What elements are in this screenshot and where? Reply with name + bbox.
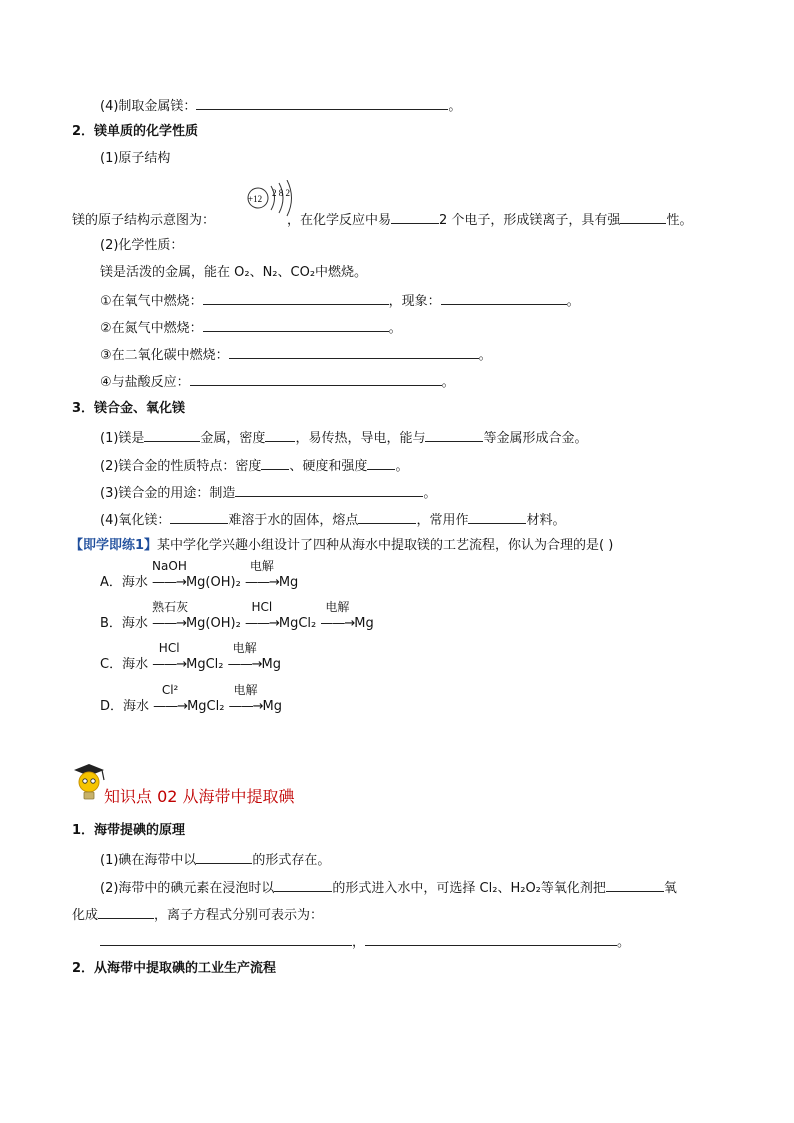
atom-line-suffix: 性。 — [666, 213, 693, 228]
alloy-l4-d: 材料。 — [526, 513, 566, 528]
answer-blank[interactable] — [620, 210, 666, 224]
alloy-l1-a: (1)镁是 — [100, 431, 145, 446]
atom-line-mid: ，在化学反应中易 — [287, 213, 392, 228]
iodine-line-2 — [100, 878, 677, 898]
exercise-question — [70, 537, 613, 555]
o2-suffix: 。 — [566, 294, 580, 309]
hcl-prefix: ④与盐酸反应： — [100, 375, 190, 390]
alloy-l4-c: ，常用作 — [416, 513, 469, 528]
answer-blank[interactable] — [235, 483, 423, 497]
reaction-arrow: 熟石灰 ——→ — [152, 600, 189, 631]
o2-mid: ，现象： — [388, 294, 441, 309]
arrow-label: 熟石灰 — [152, 600, 189, 614]
n2-prefix: ②在氮气中燃烧： — [100, 321, 203, 336]
alloy-l2-b: 、硬度和强度 — [289, 459, 368, 474]
answer-blank[interactable] — [365, 932, 617, 946]
answer-blank[interactable] — [100, 932, 352, 946]
answer-blank[interactable] — [358, 510, 416, 524]
arrow-label: HCl — [251, 600, 273, 614]
reaction-arrow: 电解 ——→ — [228, 683, 263, 714]
burn-in-oxygen-line — [100, 291, 580, 311]
product: Mg — [262, 699, 282, 714]
product: MgCl₂ — [278, 616, 317, 631]
product: MgCl₂ — [186, 657, 224, 672]
alloy-line-3 — [100, 483, 436, 503]
iodine-p2-b: 的形式进入水中，可选择 Cl₂、H₂O₂等氧化剂把 — [332, 881, 606, 896]
alloy-line-1 — [100, 428, 587, 448]
reaction-arrow: HCl ——→ — [244, 600, 279, 631]
option-b-label: B．海水 — [100, 616, 148, 631]
burn-in-co2-line — [100, 345, 492, 365]
option-c[interactable] — [100, 641, 282, 674]
answer-blank[interactable] — [196, 850, 252, 864]
iodine-p2-c: 氧 — [663, 881, 677, 896]
arrow-label: Cl² — [161, 683, 179, 697]
alloy-l2-a: (2)镁合金的性质特点：密度 — [100, 459, 262, 474]
arrow-label: 电解 — [232, 641, 257, 655]
answer-blank[interactable] — [144, 428, 200, 442]
iodine-p2-a: (2)海带中的碘元素在浸泡时以 — [100, 881, 275, 896]
co2-suffix: 。 — [478, 348, 492, 363]
answer-blank[interactable] — [391, 210, 439, 224]
answer-blank[interactable] — [274, 878, 332, 892]
answer-blank[interactable] — [196, 96, 448, 110]
reaction-arrow: HCl ——→ — [152, 641, 187, 672]
reaction-arrow: 电解 ——→ — [320, 600, 355, 631]
reaction-arrow: NaOH ——→ — [152, 559, 187, 590]
reaction-arrow: 电解 ——→ — [227, 641, 262, 672]
answer-blank[interactable] — [367, 456, 395, 470]
answer-blank[interactable] — [441, 291, 567, 305]
answer-blank[interactable] — [606, 878, 664, 892]
iodine-p1-b: 的形式存在。 — [252, 853, 331, 868]
chemical-properties-heading: (2)化学性质： — [100, 238, 184, 253]
shell-electrons-label: 2 8 2 — [272, 188, 290, 198]
answer-blank[interactable] — [98, 905, 154, 919]
produce-suffix: 。 — [448, 99, 462, 114]
answer-blank[interactable] — [203, 318, 389, 332]
ionic-separator: ， — [352, 935, 366, 950]
section-3-title: 3．镁合金、氧化镁 — [72, 401, 186, 416]
iodine-line-1 — [100, 850, 330, 870]
alloy-l4-a: (4)氧化镁： — [100, 513, 171, 528]
alloy-l3-b: 。 — [423, 486, 437, 501]
active-metal-text: 镁是活泼的金属，能在 O₂、N₂、CO₂中燃烧。 — [100, 265, 368, 280]
answer-blank[interactable] — [261, 456, 289, 470]
product: Mg(OH)₂ — [185, 575, 241, 590]
answer-blank[interactable] — [170, 510, 228, 524]
arrow-label: NaOH — [152, 559, 187, 573]
iodine-p2b-b: ，离子方程式分别可表示为： — [154, 908, 324, 923]
alloy-l3-a: (3)镁合金的用途：制造 — [100, 486, 236, 501]
option-b[interactable] — [100, 600, 374, 633]
option-a-label: A．海水 — [100, 575, 148, 590]
product: MgCl₂ — [187, 699, 225, 714]
product: Mg — [261, 657, 282, 672]
ionic-end: 。 — [617, 935, 631, 950]
alloy-line-4 — [100, 510, 565, 530]
iodine-line-2b — [72, 905, 323, 925]
industrial-process-title: 2．从海带中提取碘的工业生产流程 — [72, 961, 277, 976]
option-a[interactable] — [100, 559, 299, 592]
alloy-l2-c: 。 — [395, 459, 409, 474]
atom-diagram-line — [72, 210, 692, 230]
hcl-suffix: 。 — [441, 375, 455, 390]
product: Mg — [354, 616, 374, 631]
reaction-arrow: 电解 ——→ — [244, 559, 279, 590]
answer-blank[interactable] — [425, 428, 483, 442]
o2-prefix: ①在氧气中燃烧： — [100, 294, 203, 309]
produce-magnesium-line — [100, 96, 461, 116]
nucleus-label: +12 — [248, 194, 263, 204]
section-2-title: 2．镁单质的化学性质 — [72, 124, 199, 139]
alloy-l1-d: 等金属形成合金。 — [483, 431, 588, 446]
arrow-label: 电解 — [325, 600, 350, 614]
product: Mg(OH)₂ — [185, 616, 241, 631]
alloy-l1-c: ，易传热，导电，能与 — [295, 431, 426, 446]
arrow-label: 电解 — [249, 559, 274, 573]
alloy-l4-b: 难溶于水的固体，熔点 — [228, 513, 359, 528]
product: Mg — [278, 575, 299, 590]
answer-blank[interactable] — [229, 345, 479, 359]
ionic-equations-line — [100, 932, 630, 952]
react-with-hcl-line — [100, 372, 455, 392]
answer-blank[interactable] — [190, 372, 442, 386]
option-c-label: C．海水 — [100, 657, 149, 672]
reaction-arrow: Cl² ——→ — [153, 683, 188, 714]
graduate-bulb-icon — [70, 760, 108, 804]
arrow-label: 电解 — [233, 683, 258, 697]
iodine-p2b-a: 化成 — [72, 908, 99, 923]
answer-blank[interactable] — [265, 428, 295, 442]
burn-in-nitrogen-line — [100, 318, 402, 338]
option-d[interactable] — [100, 683, 282, 716]
iodine-principle-title: 1．海带提碘的原理 — [72, 823, 186, 838]
exercise-tag: 【即学即练1】 — [70, 538, 158, 553]
n2-suffix: 。 — [388, 321, 402, 336]
co2-prefix: ③在二氧化碳中燃烧： — [100, 348, 229, 363]
produce-prefix: (4)制取金属镁： — [100, 99, 197, 114]
answer-blank[interactable] — [468, 510, 526, 524]
exercise-text: 某中学化学兴趣小组设计了四种从海水中提取镁的工艺流程，你认为合理的是( ) — [157, 538, 614, 553]
arrow-label: HCl — [158, 641, 180, 655]
atom-structure-heading: (1)原子结构 — [100, 151, 171, 166]
option-d-label: D．海水 — [100, 699, 150, 714]
knowledge-point-title: 知识点 02 从海带中提取碘 — [104, 787, 295, 806]
answer-blank[interactable] — [203, 291, 389, 305]
alloy-line-2 — [100, 456, 408, 476]
iodine-p1-a: (1)碘在海带中以 — [100, 853, 197, 868]
alloy-l1-b: 金属，密度 — [200, 431, 266, 446]
atom-line-prefix: 镁的原子结构示意图为： — [72, 213, 216, 228]
atom-line-mid2: 2 个电子，形成镁离子，具有强 — [439, 213, 621, 228]
